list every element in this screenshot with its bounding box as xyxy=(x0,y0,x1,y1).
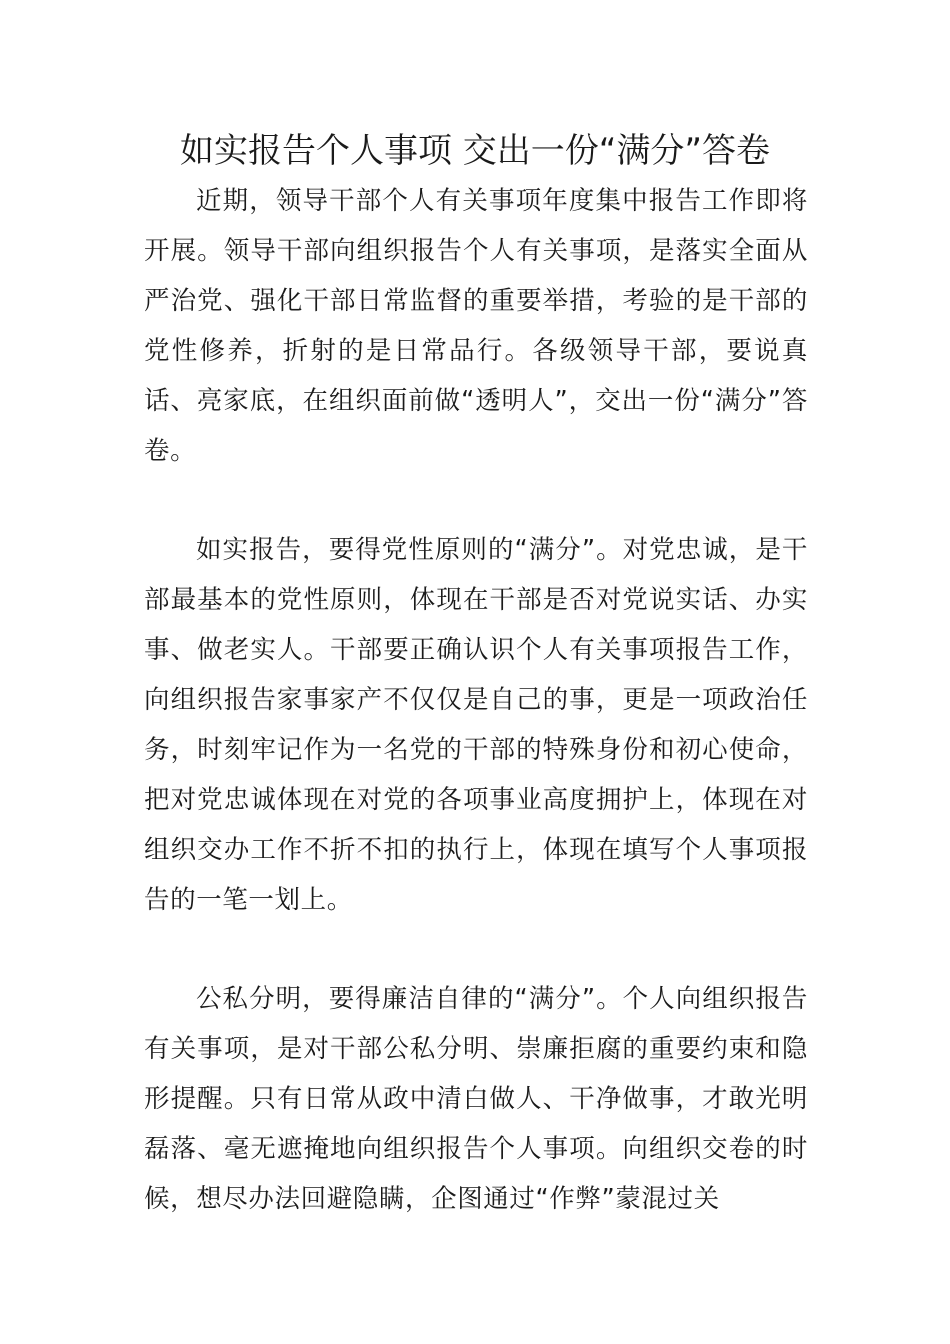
paragraph-integrity: 公私分明，要得廉洁自律的“满分”。个人向组织报告有关事项，是对干部公私分明、崇廉拒腐的重要约束和隐形提醒。只有日常从政中清白做人、干净做事，才敢光明磊落、毫无遮掩地向组织报告个人事项。向组织交卷的时候，想尽办法回避隐瞒，企图通过“作弊”蒙混过关 xyxy=(144,984,808,1214)
paragraph-party-principle: 如实报告，要得党性原则的“满分”。对党忠诚，是干部最基本的党性原则，体现在干部是否对党说实话、办实事、做老实人。干部要正确认识个人有关事项报告工作，向组织报告家事家产不仅仅是自己的事，更是一项政治任务，时刻牢记作为一名党的干部的特殊身份和初心使命，把对党忠诚体现在对党的各项事业高度拥护上，体现在对组织交办工作不折不扣的执行上，体现在填写个人事项报告的一笔一划上。 xyxy=(144,535,808,915)
paragraph-intro: 近期，领导干部个人有关事项年度集中报告工作即将开展。领导干部向组织报告个人有关事项，是落实全面从严治党、强化干部日常监督的重要举措，考验的是干部的党性修养，折射的是日常品行。各级领导干部，要说真话、亮家底，在组织面前做“透明人”，交出一份“满分”答卷。 xyxy=(144,186,808,466)
document-title: 如实报告个人事项 交出一份“满分”答卷 xyxy=(179,131,771,171)
